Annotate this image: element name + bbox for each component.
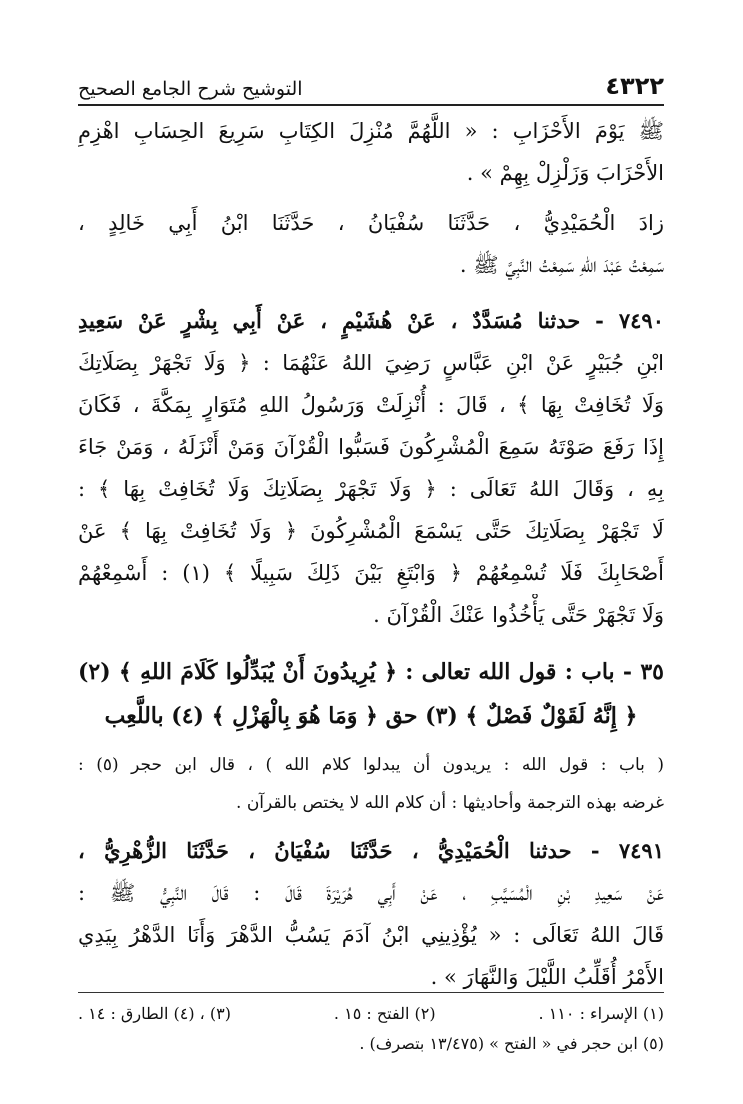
hadith-7490-line: إِذَا رَفَعَ صَوْتَهُ سَمِعَ الْمُشْرِكُونَ فَسَبُّوا الْقُرْآنَ وَمَنْ أَنْزَلَهُ ، وَمَنْ جَاءَ	[78, 435, 664, 459]
hadith-7491-line: قَالَ اللهُ تَعَالَى : « يُؤْذِينِي ابْنُ آدَمَ يَسُبُّ الدَّهْرَ وَأَنَا الدَّهْرُ بِيَدِي	[78, 923, 664, 947]
chapter-heading: ٣٥ - باب : قول الله تعالى : ﴿ يُرِيدُونَ أَنْ يُبَدِّلُوا كَلَامَ اللهِ ﴾ (٢)	[78, 659, 664, 685]
hadith-7490-line: وَلَا تُخَافِتْ بِهَا ﴾ ، قَالَ : أُنْزِلَتْ وَرَسُولُ اللهِ مُتَوَارٍ بِمَكَّةَ ، فَكَانَ	[78, 393, 664, 417]
hadith-7491-line: عَنْ سَعِيدِ بْنِ الْمُسَيَّبِ ، عَنْ أَبِي هُرَيْرَةَ قَالَ : قَالَ النَّبِيُّ ﷺ :	[78, 881, 664, 905]
hadith-7490-line: ٧٤٩٠ - حدثنا مُسَدَّدٌ ، عَنْ هُشَيْمٍ ، عَنْ أَبِي بِشْرٍ عَنْ سَعِيدِ	[78, 308, 664, 333]
footnotes	[78, 992, 664, 1059]
text-line: الأَحْزَابَ وَزَلْزِلْ بِهِمْ » .	[466, 161, 664, 185]
page-body	[78, 110, 664, 998]
footnote-row	[78, 999, 664, 1029]
hadith-7490-line: ابْنِ جُبَيْرٍ عَنْ ابْنِ عَبَّاسٍ رَضِيَ اللهُ عَنْهُمَا : ﴿ وَلَا تَجْهَرْ بِصَلَاتِكَ	[78, 351, 664, 375]
page-header	[78, 68, 664, 106]
hadith-7490-line: بِهِ ، وَقَالَ اللهُ تَعَالَى : ﴿ وَلَا تَجْهَرْ بِصَلَاتِكَ وَلَا تُخَافِتْ بِهَا ﴾ :	[78, 477, 664, 501]
hadith-7490-line: وَلَا تَجْهَرْ حَتَّى يَأْخُذُوا عَنْكَ الْقُرْآنَ .	[373, 603, 664, 627]
footnote-3-4: (٣) ، (٤) الطارق : ١٤ .	[78, 1004, 231, 1023]
footnote-5: (٥) ابن حجر في « الفتح » (١٣/٤٧٥ بتصرف) .	[359, 1034, 664, 1053]
page-number: ٤٣٢٢	[605, 72, 664, 100]
hadith-7490-line: أَصْحَابِكَ فَلَا تُسْمِعُهُمْ ﴿ وَابْتَغِ بَيْنَ ذَلِكَ سَبِيلًا ﴾ (١) : أَسْمِعْهُمْ	[78, 561, 664, 585]
text-line: ﷺ يَوْمَ الأَحْزَابِ : « اللَّهُمَّ مُنْزِلَ الكِتَابِ سَرِيعَ الحِسَابِ اهْزِمِ	[78, 119, 664, 143]
footnote-1: (١) الإسراء : ١١٠ .	[538, 1004, 664, 1023]
text-line: سَمِعْتُ عَبْدَ اللهِ سَمِعْتُ النَّبِيَّ ﷺ .	[459, 253, 664, 277]
book-title: التوشيح شرح الجامع الصحيح	[78, 78, 303, 100]
chapter-heading: ﴿ إِنَّهُ لَقَوْلٌ فَصْلٌ ﴾ (٣) حق ﴿ وَمَا هُوَ بِالْهَزْلِ ﴾ (٤) باللَّعِب	[104, 703, 638, 729]
hadith-7490-line: لَا تَجْهَرْ بِصَلَاتِكَ حَتَّى يَسْمَعَ الْمُشْرِكُونَ ﴿ وَلَا تُخَافِتْ بِهَا ﴾ عَنْ	[78, 519, 664, 543]
hadith-7491-line: الأَمْرُ أُقَلِّبُ اللَّيْلَ وَالنَّهَارَ » .	[430, 965, 664, 989]
hadith-7491-line: ٧٤٩١ - حدثنا الْحُمَيْدِيُّ ، حَدَّثَنَا سُفْيَانُ ، حَدَّثَنَا الزُّهْرِيُّ ،	[78, 838, 664, 863]
text-line: زادَ الْحُمَيْدِيُّ ، حَدَّثَنَا سُفْيَانُ ، حَدَّثَنَا ابْنُ أَبِي خَالِدٍ ،	[78, 211, 664, 235]
commentary-line: غرضه بهذه الترجمة وأحاديثها : أن كلام الله لا يختص بالقرآن .	[236, 793, 664, 813]
footnote-2: (٢) الفتح : ١٥ .	[333, 1004, 436, 1023]
commentary-line: ( باب : قول الله : يريدون أن يبدلوا كلام الله ) ، قال ابن حجر (٥) :	[78, 755, 664, 775]
